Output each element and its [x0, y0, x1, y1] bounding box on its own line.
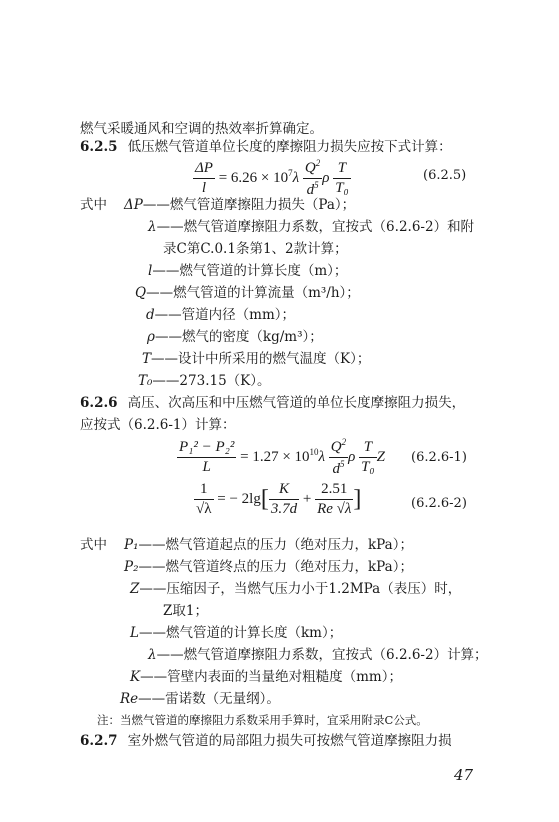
- definition-row: λ——燃气管道摩擦阻力系数，宜按式（6.2.6-2）和附: [148, 219, 475, 235]
- denominator: 3.7d: [270, 501, 298, 517]
- fraction: [315, 481, 353, 518]
- definition-continuation: 录C第C.0.1条第1、2款计算；: [163, 241, 348, 257]
- exponent: 7: [288, 167, 293, 178]
- lambda-symbol: λ: [318, 448, 326, 465]
- plus-sign: +: [302, 490, 312, 507]
- page-number: 47: [454, 766, 474, 784]
- numerator: 2.51: [315, 481, 353, 500]
- section-6-2-5: [80, 141, 452, 155]
- denominator: Re √λ: [317, 501, 352, 517]
- definition-row: λ——燃气管道摩擦阻力系数，宜按式（6.2.6-2）计算；: [148, 647, 488, 663]
- section-text: 高压、次高压和中压燃气管道的单位长度摩擦阻力损失，: [127, 395, 466, 411]
- definition-row: d——管道内径（mm）；: [146, 307, 296, 323]
- equation-number: (6.2.5): [423, 168, 467, 183]
- formula-6-2-6-2: [194, 481, 361, 518]
- z-symbol: Z: [376, 448, 385, 465]
- numerator: K: [269, 481, 299, 500]
- section-6-2-6: [80, 397, 465, 411]
- text-line: 燃气采暖通风和空调的热效率折算确定。: [80, 121, 323, 137]
- denominator: T₀: [361, 459, 375, 475]
- numerator: T: [359, 439, 377, 458]
- rho-symbol: ρ: [322, 169, 330, 186]
- definition-row: P₂——燃气管道终点的压力（绝对压力，kPa）；: [124, 559, 413, 575]
- footnote: 注：当燃气管道的摩擦阻力系数采用手算时，宜采用附录C公式。: [97, 713, 428, 727]
- fraction: [333, 160, 351, 197]
- numerator: $Q^2$: [303, 158, 322, 179]
- formula-6-2-6-1: [177, 437, 385, 478]
- rho-symbol: ρ: [348, 448, 356, 465]
- definition-row: ρ——燃气的密度（kg/m³）；: [147, 329, 323, 345]
- formula-6-2-5: [193, 158, 351, 199]
- numerator: T: [333, 160, 351, 179]
- fraction: [194, 481, 214, 518]
- denominator: $d^5$: [332, 459, 345, 477]
- denominator: L: [202, 459, 211, 475]
- definition-row: Q——燃气管道的计算流量（m³/h）；: [135, 285, 360, 301]
- fraction: [269, 481, 299, 518]
- denominator: $d^5$: [306, 180, 319, 198]
- definition-continuation: Z取1；: [163, 603, 208, 619]
- fraction: [303, 158, 322, 199]
- fraction: [177, 439, 236, 476]
- where-label: 式中: [80, 537, 107, 553]
- denominator: T₀: [335, 180, 349, 196]
- definition-row: P₁——燃气管道起点的压力（绝对压力，kPa）；: [124, 537, 413, 553]
- section-6-2-7: [80, 735, 452, 749]
- where-label: 式中: [80, 197, 107, 213]
- section-number: 6.2.6: [80, 395, 118, 411]
- equation-number: (6.2.6-1): [411, 450, 467, 465]
- coefficient: = − 2lg: [217, 490, 261, 507]
- numerator: P₁² − P₂²: [177, 439, 236, 458]
- right-bracket: ]: [353, 486, 362, 512]
- numerator: $Q^2$: [329, 437, 348, 458]
- coefficient: = 6.26 × 10: [218, 169, 289, 186]
- definition-row: T——设计中所采用的燃气温度（K）；: [142, 351, 371, 367]
- fraction: [193, 160, 215, 197]
- definition-row: Z——压缩因子，当燃气压力小于1.2MPa（表压）时，: [130, 581, 462, 597]
- exponent: 10: [309, 446, 319, 457]
- fraction: [359, 439, 377, 476]
- equation-number: (6.2.6-2): [411, 496, 467, 511]
- coefficient: = 1.27 × 10: [240, 448, 310, 465]
- definition-row: T₀——273.15（K）。: [138, 373, 271, 389]
- denominator: l: [201, 180, 207, 196]
- section-number: 6.2.7: [80, 733, 118, 749]
- lambda-symbol: λ: [292, 169, 300, 186]
- section-text: 低压燃气管道单位长度的摩擦阻力损失应按下式计算：: [127, 139, 452, 155]
- text-line: 应按式（6.2.6-1）计算：: [80, 417, 236, 433]
- numerator: ΔP: [193, 160, 215, 179]
- definition-row: Re——雷诺数（无量纲）。: [120, 691, 280, 707]
- fraction: [329, 437, 348, 478]
- section-number: 6.2.5: [80, 139, 118, 155]
- numerator: 1: [194, 481, 214, 500]
- definition-row: ΔP——燃气管道摩擦阻力损失（Pa）；: [124, 197, 356, 213]
- definition-row: L——燃气管道的计算长度（km）；: [130, 625, 343, 641]
- section-text: 室外燃气管道的局部阻力损失可按燃气管道摩擦阻力损: [127, 733, 452, 749]
- left-bracket: [: [260, 486, 269, 512]
- denominator: √λ: [196, 501, 212, 517]
- definition-row: l——燃气管道的计算长度（m）；: [148, 263, 348, 279]
- definition-row: K——管壁内表面的当量绝对粗糙度（mm）；: [130, 669, 402, 685]
